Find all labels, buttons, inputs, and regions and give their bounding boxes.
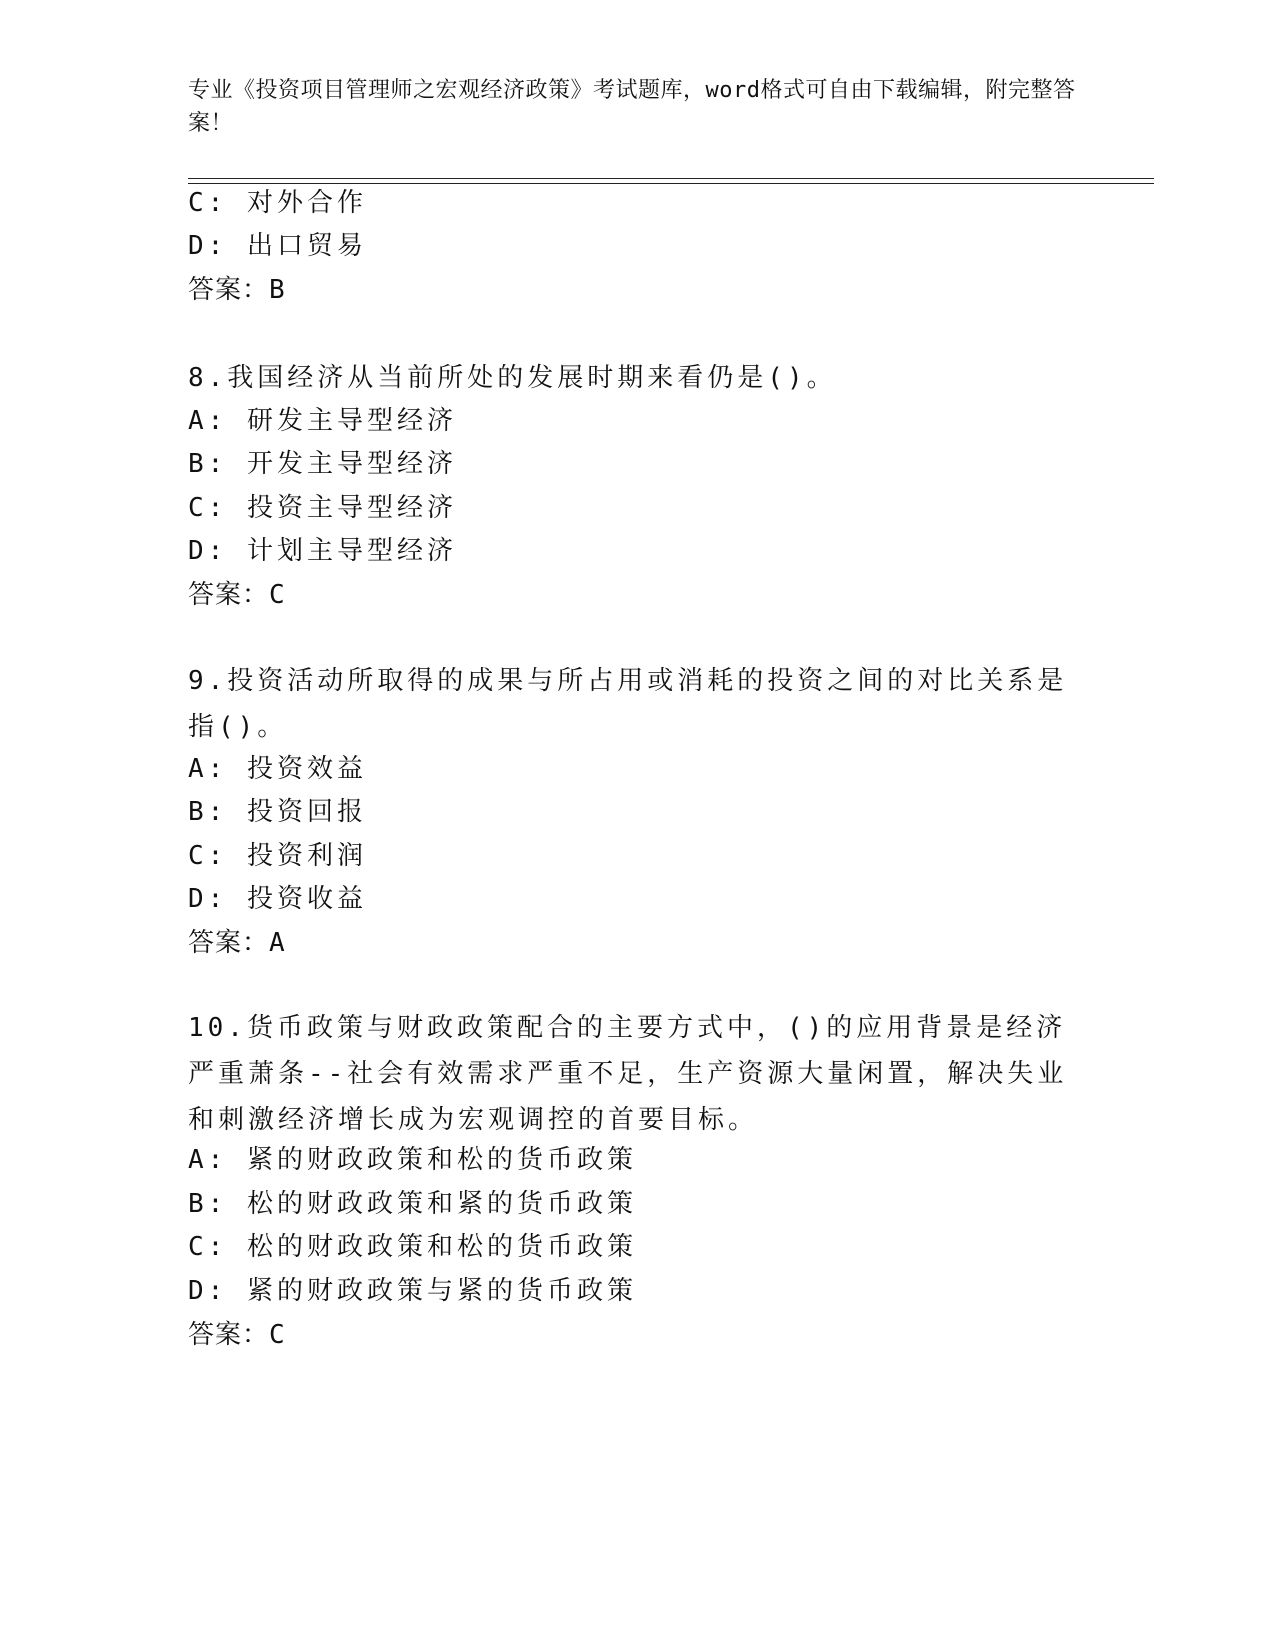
q7-answer: 答案：B <box>188 275 286 305</box>
q8-stem: 8.我国经济从当前所处的发展时期来看仍是()。 <box>188 363 837 393</box>
q10-option-b: B: 松的财政政策和紧的货币政策 <box>188 1189 637 1219</box>
q9-answer: 答案：A <box>188 928 286 958</box>
q7-option-c: C: 对外合作 <box>188 188 367 218</box>
q9-stem: 9.投资活动所取得的成果与所占用或消耗的投资之间的对比关系是指()。 <box>188 666 1068 742</box>
q8-option-a: A: 研发主导型经济 <box>188 406 457 436</box>
document-header: 专业《投资项目管理师之宏观经济政策》考试题库，word格式可自由下载编辑，附完整答案！ <box>188 78 1076 136</box>
q9-option-c: C: 投资利润 <box>188 841 367 871</box>
q8-option-c: C: 投资主导型经济 <box>188 493 457 523</box>
q8-answer: 答案：C <box>188 580 286 610</box>
q10-option-c: C: 松的财政政策和松的货币政策 <box>188 1232 637 1262</box>
q7-option-d: D: 出口贸易 <box>188 231 367 261</box>
q10-stem: 10.货币政策与财政政策配合的主要方式中，()的应用背景是经济严重萧条--社会有效需求严重不足，生产资源大量闲置，解决失业和刺激经济增长成为宏观调控的首要目标。 <box>188 1013 1068 1135</box>
q9-option-b: B: 投资回报 <box>188 797 367 827</box>
q8-option-d: D: 计划主导型经济 <box>188 536 457 566</box>
header-divider-bottom <box>188 183 1154 184</box>
q10-option-d: D: 紧的财政政策与紧的货币政策 <box>188 1276 637 1306</box>
q9-option-a: A: 投资效益 <box>188 754 367 784</box>
header-divider-top <box>188 178 1154 179</box>
q10-option-a: A: 紧的财政政策和松的货币政策 <box>188 1145 637 1175</box>
q9-option-d: D: 投资收益 <box>188 884 367 914</box>
q10-answer: 答案：C <box>188 1320 286 1350</box>
q8-option-b: B: 开发主导型经济 <box>188 449 457 479</box>
